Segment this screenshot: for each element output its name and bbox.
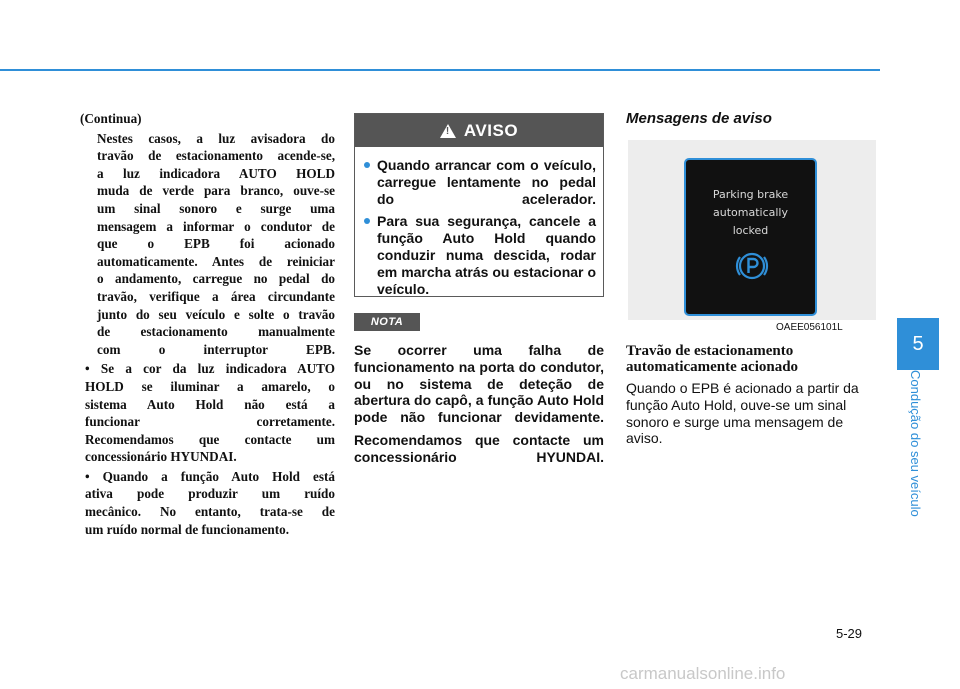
- warning-body: [355, 147, 603, 297]
- chapter-title-vertical: [908, 370, 926, 530]
- note-body: [354, 342, 604, 472]
- warning-item: [363, 157, 596, 207]
- bullet-line: Recomendamos que contacte um: [85, 431, 335, 447]
- warning-item-text: Quando arrancar com o veículo, carregue lentamente no pedal do acelerador.: [377, 157, 596, 207]
- para-line: o andamento, carregue no pedal do: [97, 271, 335, 287]
- para-line: travão de estacionamento acende-se,: [97, 148, 335, 164]
- intro-paragraph: [80, 130, 335, 359]
- chapter-number-tab: 5: [897, 318, 939, 370]
- bullet-line: • Quando a função Auto Hold está: [85, 468, 335, 484]
- note-paragraph: Recomendamos que contacte um concessionário HYUNDAI.: [354, 431, 604, 465]
- para-line: muda de verde para branco, ouve-se: [97, 183, 335, 199]
- warning-triangle-icon: [440, 124, 456, 138]
- note-label: NOTA: [354, 313, 420, 331]
- para-line: com o interruptor EPB.: [97, 341, 335, 357]
- cluster-display: [684, 158, 817, 316]
- warning-box: [354, 113, 604, 297]
- bullet-line: • Se a cor da luz indicadora AUTO: [85, 361, 335, 377]
- section-title: Mensagens de aviso: [626, 110, 772, 127]
- figure-code: OAEE056101L: [776, 322, 843, 333]
- bullet-line: sistema Auto Hold não está a: [85, 396, 335, 412]
- para-line: um sinal sonoro e surge uma: [97, 200, 335, 216]
- parking-brake-icon: [734, 248, 770, 284]
- bullet-line: funcionar corretamente.: [85, 414, 335, 430]
- bullet-item: [80, 360, 335, 466]
- para-line: automaticamente. Antes de reiniciar: [97, 253, 335, 269]
- column-1: [80, 110, 335, 538]
- para-line: mensagem a informar o condutor de: [97, 218, 335, 234]
- body-text: Quando o EPB é acionado a partir da função Auto Hold, ouve-se um sinal sonoro e surge uma mensagem de aviso.: [626, 380, 859, 447]
- note-paragraph: Se ocorrer uma falha de funcionamento na porta do condutor, ou no sistema de deteção de abertura do capô, a função Auto Hold pode não funcionar devidamente.: [354, 342, 604, 426]
- para-line: travão, verifique a área circundante: [97, 288, 335, 304]
- para-line: de estacionamento manualmente: [97, 324, 335, 340]
- watermark: carmanualsonline.info: [620, 664, 786, 683]
- warning-header: [355, 114, 603, 147]
- warning-item: [363, 213, 596, 297]
- para-line: a luz indicadora AUTO HOLD: [97, 165, 335, 181]
- bullet-line: mecânico. No entanto, trata-se de: [85, 504, 335, 520]
- page-number: 5-29: [836, 626, 863, 641]
- subheading: Travão de estacionamento automaticamente acionado: [626, 343, 799, 375]
- para-line: Nestes casos, a luz avisadora do: [97, 130, 335, 146]
- continued-label: (Continua): [80, 111, 142, 126]
- display-message: Parking brake automatically locked: [712, 188, 789, 237]
- bullet-line: ativa pode produzir um ruído: [85, 486, 335, 502]
- bullet-dot-icon: [364, 218, 370, 224]
- bullet-line: um ruído normal de funcionamento.: [85, 521, 290, 537]
- para-line: junto do seu veículo e solte o travão: [97, 306, 335, 322]
- warning-title: AVISO: [463, 120, 519, 140]
- para-line: que o EPB foi acionado: [97, 236, 335, 252]
- chapter-title-text: Condução do seu veículo: [908, 370, 923, 517]
- bullet-line: HOLD se iluminar a amarelo, o: [85, 378, 335, 394]
- bullet-dot-icon: [364, 162, 370, 168]
- top-rule: [0, 69, 880, 71]
- warning-item-text: Para sua segurança, cancele a função Auto Hold quando conduzir numa descida, rodar em marcha atrás ou estacionar o veículo.: [377, 213, 596, 297]
- bullet-line: concessionário HYUNDAI.: [85, 449, 237, 465]
- warning-message-figure: [628, 140, 876, 320]
- bullet-item: [80, 468, 335, 538]
